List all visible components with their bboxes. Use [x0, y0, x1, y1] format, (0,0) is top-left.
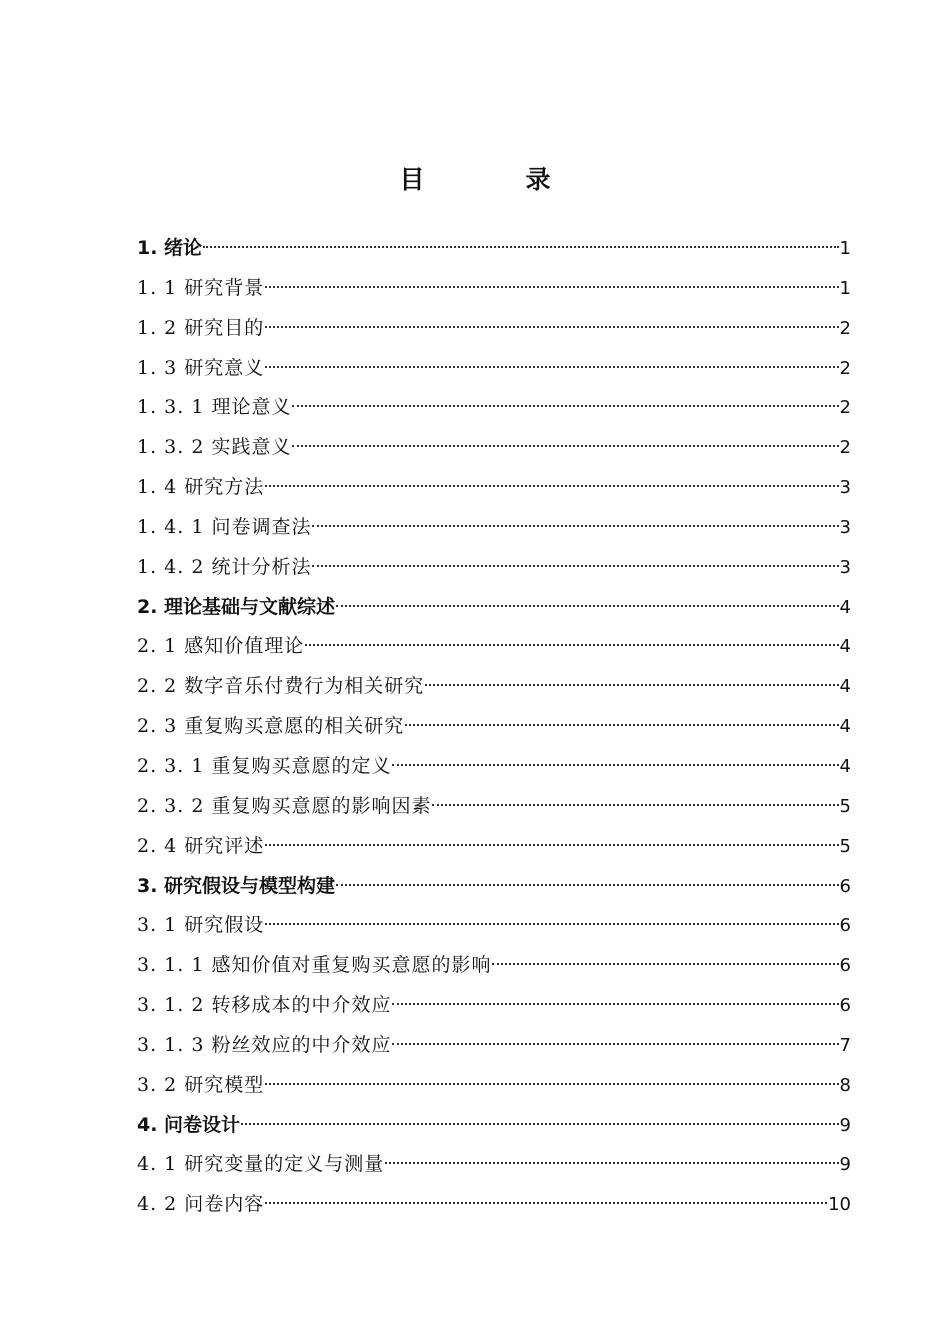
toc-section-entry[interactable]: [137, 468, 851, 508]
toc-section-entry[interactable]: [137, 986, 851, 1026]
dot-leader: [432, 804, 838, 806]
toc-page-number: 7: [839, 1034, 851, 1056]
dot-leader: [241, 1123, 838, 1125]
toc-section-entry[interactable]: [137, 309, 851, 349]
toc-entry-label: 1. 4. 2 统计分析法: [137, 555, 312, 578]
toc-page-number: 4: [839, 636, 851, 658]
dot-leader: [392, 764, 838, 766]
toc-page-number: 5: [839, 795, 851, 817]
toc-entry-label: 1. 1 研究背景: [137, 276, 265, 299]
dot-leader: [265, 366, 838, 368]
toc-section-entry[interactable]: [137, 1066, 851, 1106]
toc-section-entry[interactable]: [137, 388, 851, 428]
dot-leader: [203, 246, 838, 248]
toc-page-number: 2: [839, 437, 851, 459]
toc-page-number: 4: [839, 676, 851, 698]
toc-entry-label: 3. 1 研究假设: [137, 914, 265, 937]
dot-leader: [312, 525, 838, 527]
toc-entry-label: 3. 1. 3 粉丝效应的中介效应: [137, 1033, 392, 1056]
dot-leader: [425, 684, 838, 686]
toc-page-number: 9: [839, 1154, 851, 1176]
toc-section-entry[interactable]: [137, 508, 851, 548]
toc-section-entry[interactable]: [137, 349, 851, 389]
dot-leader: [405, 724, 838, 726]
dot-leader: [265, 1202, 827, 1204]
dot-leader: [265, 923, 838, 925]
toc-page-number: 6: [839, 955, 851, 977]
dot-leader: [265, 286, 838, 288]
toc-section-entry[interactable]: [137, 667, 851, 707]
toc-entry-label: 1. 4 研究方法: [137, 476, 265, 499]
dot-leader: [265, 844, 838, 846]
toc-page-number: 2: [839, 397, 851, 419]
toc-page-number: 4: [839, 596, 851, 618]
toc-page-number: 3: [839, 516, 851, 538]
toc-entry-label: 1. 3 研究意义: [137, 356, 265, 379]
toc-entry-label: 2. 1 感知价值理论: [137, 635, 305, 658]
toc-entry-label: 4. 问卷设计: [137, 1113, 241, 1136]
toc-page-number: 4: [839, 755, 851, 777]
toc-section-entry[interactable]: [137, 787, 851, 827]
toc-entry-label: 1. 绪论: [137, 237, 203, 259]
toc-page-number: 2: [839, 317, 851, 339]
toc-page-number: 3: [839, 556, 851, 578]
toc-entry-label: 2. 理论基础与文献综述: [137, 595, 336, 618]
toc-chapter-entry[interactable]: [137, 867, 851, 907]
dot-leader: [265, 326, 838, 328]
toc-entry-label: 1. 3. 1 理论意义: [137, 396, 292, 419]
toc-page-number: 9: [839, 1114, 851, 1136]
toc-chapter-entry[interactable]: [137, 229, 851, 269]
toc-section-entry[interactable]: [137, 269, 851, 309]
toc-section-entry[interactable]: [137, 1185, 851, 1225]
toc-entry-label: 2. 2 数字音乐付费行为相关研究: [137, 675, 425, 698]
dot-leader: [265, 1083, 838, 1085]
toc-page-number: 2: [839, 357, 851, 379]
toc-page-number: 5: [839, 835, 851, 857]
toc-page-number: 6: [839, 875, 851, 897]
dot-leader: [336, 884, 838, 886]
dot-leader: [292, 405, 838, 407]
toc-entry-label: 1. 4. 1 问卷调查法: [137, 515, 312, 538]
toc-entry-label: 4. 2 问卷内容: [137, 1193, 265, 1216]
dot-leader: [336, 605, 838, 607]
toc-section-entry[interactable]: [137, 946, 851, 986]
dot-leader: [385, 1162, 838, 1164]
toc-chapter-entry[interactable]: [137, 1106, 851, 1146]
dot-leader: [265, 485, 838, 487]
toc-page-number: 1: [839, 238, 851, 259]
toc-page-number: 6: [839, 915, 851, 937]
toc-title: 目 录: [399, 165, 589, 194]
toc-section-entry[interactable]: [137, 747, 851, 787]
toc-section-entry[interactable]: [137, 906, 851, 946]
toc-entry-label: 2. 3. 2 重复购买意愿的影响因素: [137, 794, 432, 817]
toc-entry-label: 2. 4 研究评述: [137, 834, 265, 857]
toc-entry-label: 3. 研究假设与模型构建: [137, 874, 336, 897]
dot-leader: [392, 1003, 838, 1005]
toc-page-number: 4: [839, 716, 851, 738]
toc-page-number: 1: [839, 277, 851, 299]
toc-section-entry[interactable]: [137, 1145, 851, 1185]
toc-section-entry[interactable]: [137, 1026, 851, 1066]
toc-section-entry[interactable]: [137, 627, 851, 667]
dot-leader: [492, 963, 838, 965]
dot-leader: [305, 644, 838, 646]
toc-chapter-entry[interactable]: [137, 588, 851, 628]
toc-page-number: 6: [839, 995, 851, 1017]
toc-entry-label: 1. 2 研究目的: [137, 316, 265, 339]
toc-section-entry[interactable]: [137, 548, 851, 588]
dot-leader: [292, 445, 838, 447]
toc-section-entry[interactable]: [137, 428, 851, 468]
toc-page-number: 10: [828, 1194, 851, 1216]
toc-entry-label: 2. 3. 1 重复购买意愿的定义: [137, 754, 392, 777]
table-of-contents: [137, 229, 851, 1225]
toc-entry-label: 4. 1 研究变量的定义与测量: [137, 1153, 385, 1176]
dot-leader: [312, 565, 838, 567]
toc-entry-label: 3. 1. 2 转移成本的中介效应: [137, 994, 392, 1017]
dot-leader: [392, 1043, 838, 1045]
toc-page-number: 8: [839, 1074, 851, 1096]
toc-entry-label: 3. 2 研究模型: [137, 1073, 265, 1096]
toc-entry-label: 1. 3. 2 实践意义: [137, 436, 292, 459]
toc-entry-label: 2. 3 重复购买意愿的相关研究: [137, 715, 405, 738]
toc-page-number: 3: [839, 477, 851, 499]
toc-section-entry[interactable]: [137, 707, 851, 747]
toc-section-entry[interactable]: [137, 827, 851, 867]
toc-entry-label: 3. 1. 1 感知价值对重复购买意愿的影响: [137, 954, 492, 977]
